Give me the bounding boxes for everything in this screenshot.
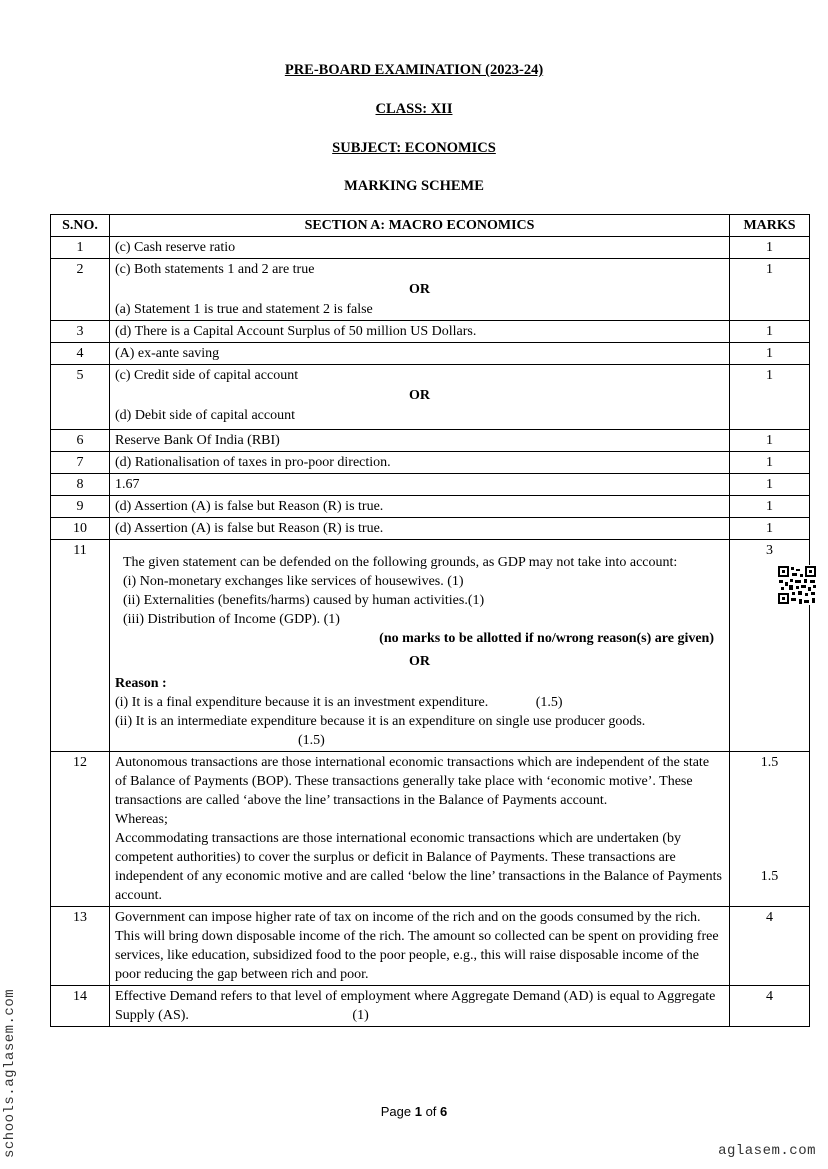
row-answer: (d) There is a Capital Account Surplus of 50 million US Dollars. [110,321,730,343]
exam-title: PRE-BOARD EXAMINATION (2023-24) [284,62,544,78]
class-title: CLASS: XII [375,101,453,117]
marking-scheme-table [50,214,810,1027]
answer-point: (i) Non-monetary exchanges like services of housewives. (1) [123,574,464,589]
row-sno: 2 [51,259,110,321]
marks-part2: 1.5 [760,869,779,884]
row-answer: (A) ex-ante saving [110,343,730,365]
row-sno: 3 [51,321,110,343]
table-row [51,752,810,907]
row-marks: 1 [730,496,810,518]
header-section: SECTION A: MACRO ECONOMICS [110,215,730,237]
side-watermark: schools.aglasem.com [2,988,18,1158]
row-sno: 1 [51,237,110,259]
subject-title: SUBJECT: ECONOMICS [332,140,496,156]
reason-point [115,712,724,750]
row-sno: 10 [51,518,110,540]
page-current: 1 [414,1104,422,1119]
row-marks: 1 [730,365,810,430]
row-answer: Reserve Bank Of India (RBI) [110,430,730,452]
answer-connector: Whereas; [115,812,168,827]
row-answer: (d) Assertion (A) is false but Reason (R) is true. [110,518,730,540]
reason-text: (i) It is a final expenditure because it is an investment expenditure. [115,695,489,710]
or-label: OR [409,654,430,669]
row-marks: 1 [730,452,810,474]
header-marks: MARKS [730,215,810,237]
row-answer: Government can impose higher rate of tax on income of the rich and on the goods consumed by the rich. This will bring down disposable income of the rich. The amount so collected can be spent on providing free services, like education, subsidized food to the poor people, e.g., this will raise disposable income of the poor reducing the gap between rich and poor. [110,907,730,986]
row-marks: 1 [730,321,810,343]
table-row [51,343,810,365]
reason-marks: (1.5) [298,733,325,748]
table-row [51,496,810,518]
answer-text: (c) Both statements 1 and 2 are true [115,262,315,277]
table-row [51,259,810,321]
page-total: 6 [440,1104,448,1119]
row-answer [110,540,730,752]
row-answer [110,752,730,907]
table-row [51,452,810,474]
row-answer [110,986,730,1027]
answer-text: Effective Demand refers to that level of employment where Aggregate Demand (AD) is equal to Aggregate Supply (AS). [115,989,716,1023]
row-sno: 8 [51,474,110,496]
answer-text: (c) Credit side of capital account [115,368,299,383]
reason-marks: (1.5) [535,695,563,710]
row-answer: 1.67 [110,474,730,496]
page-number: Page 1 of 6 [380,1104,448,1119]
row-marks: 3 [730,540,810,752]
answer-intro: The given statement can be defended on the following grounds, as GDP may not take into account: [123,555,678,570]
answer-paragraph: Autonomous transactions are those international economic transactions which are independent of the state of Balance of Payments (BOP). These transactions generally take place with ‘economic motive’. These transactions are called ‘above the line’ transactions in the Balance of Payments account. [115,755,710,808]
row-marks: 4 [730,986,810,1027]
answer-point: (iii) Distribution of Income (GDP). (1) [123,612,340,627]
table-row [51,365,810,430]
table-row [51,237,810,259]
row-marks: 1 [730,430,810,452]
alt-answer-text: (d) Debit side of capital account [115,408,295,423]
marking-note: (no marks to be allotted if no/wrong reason(s) are given) [379,631,714,646]
marks-part1: 1.5 [760,755,779,770]
or-label: OR [409,282,430,297]
header-sno: S.NO. [51,215,110,237]
table-row [51,430,810,452]
row-sno: 6 [51,430,110,452]
alt-answer-text: (a) Statement 1 is true and statement 2 is false [115,302,373,317]
table-row [51,518,810,540]
row-sno: 12 [51,752,110,907]
row-sno: 13 [51,907,110,986]
table-row [51,540,810,752]
row-marks: 1 [730,237,810,259]
row-sno: 5 [51,365,110,430]
answer-marks: (1) [352,1008,369,1023]
row-sno: 9 [51,496,110,518]
reason-point [115,693,724,712]
reason-text: (ii) It is an intermediate expenditure because it is an expenditure on single use producer goods. [115,714,646,729]
row-sno: 4 [51,343,110,365]
row-marks: 1 [730,343,810,365]
row-answer [110,259,730,321]
reason-label: Reason : [115,676,167,691]
table-row [51,986,810,1027]
row-sno: 7 [51,452,110,474]
table-row [51,474,810,496]
table-row [51,907,810,986]
row-answer: (d) Assertion (A) is false but Reason (R) is true. [110,496,730,518]
scheme-title: MARKING SCHEME [344,178,484,194]
row-answer: (d) Rationalisation of taxes in pro-poor direction. [110,452,730,474]
table-header-row [51,215,810,237]
answer-paragraph: Accommodating transactions are those international economic transactions which are undertaken (by competent authorities) to cover the surplus or deficit in Balance of Payments. These transactions are independent of any economic motive and are called ‘below the line’ transactions in the Balance of Payments account. [115,831,722,903]
row-marks: 1 [730,518,810,540]
row-marks: 1 [730,259,810,321]
row-marks [730,752,810,907]
row-answer [110,365,730,430]
or-label: OR [409,388,430,403]
row-marks: 4 [730,907,810,986]
row-answer: (c) Cash reserve ratio [110,237,730,259]
qr-code-icon [777,565,817,605]
answer-point: (ii) Externalities (benefits/harms) caused by human activities.(1) [123,593,485,608]
row-sno: 11 [51,540,110,752]
bottom-watermark: aglasem.com [718,1143,816,1159]
row-marks: 1 [730,474,810,496]
row-sno: 14 [51,986,110,1027]
table-row [51,321,810,343]
